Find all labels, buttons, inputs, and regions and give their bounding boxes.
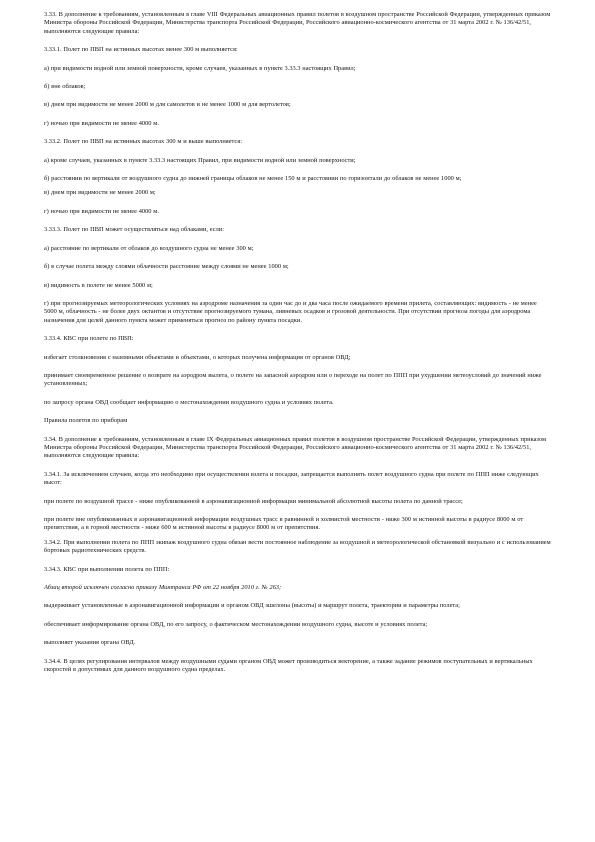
paragraph: а) расстояние по вертикали от облаков до воздушного судна не менее 300 м; [44,244,254,252]
paragraph: г) при прогнозируемых метеорологических условиях на аэродроме назначения за один час до и два часа после ожидаемого времени прилета, составляющих: видимость - не менее 5000 м, облачность - не более двух октантов и отсутствие прогнозируемого тумана, ливневых осадков и грозовой деятельности. При отсутствии прогноза погоды для аэродрома назначения для целей данного пункта может применяться прогноз по району пункта посадки. [44,299,537,324]
paragraph: б) вне облаков; [44,83,86,91]
paragraph: 3.33.4. КВС при полете по ПВП: [44,335,134,343]
paragraph: а) кроме случаев, указанных в пункте 3.33.3 настоящих Правил, при видимости водной или земной поверхности; [44,156,356,164]
paragraph: г) ночью при видимости не менее 4000 м. [44,119,159,127]
paragraph: принимает своевременное решение о возврате на аэродром вылета, о полете на запасной аэродром или о переходе на полет по ППП при ухудшении метеоусловий до значений ниже установленных; [44,371,542,388]
paragraph: в) видимость в полете не менее 5000 м; [44,281,153,289]
paragraph: избегает столкновения с наземными объектами и объектами, о которых получена информация от органов ОВД; [44,353,351,361]
paragraph: 3.33. В дополнение к требованиям, установленным в главе VIII Федеральных авиационных правил полетов в воздушном пространстве Российской Федерации, утвержденных приказом Министра обороны Российской Федерации, Министерства транспорта Российской Федерации, Российского авиационно-космического агентства от 31 марта 2002 г. № 136/42/51, выполняются следующие правила: [44,11,551,35]
paragraph: 3.34. В дополнение к требованиям, установленным в главе IX Федеральных авиационных правил полетов в воздушном пространстве Российской Федерации, утвержденных приказом Министра обороны Российской Федерации, Министерства транспорта Российской Федерации, Российского авиационно-космического агентства от 31 марта 2002 г. № 136/42/51, выполняются следующие правила: [44,435,547,460]
paragraph: Абзац второй исключен согласно приказу Минтранса РФ от 22 ноября 2010 г. № 263; [44,584,282,592]
paragraph: 3.33.2. Полет по ПВП на истинных высотах 300 м и выше выполняется: [44,138,242,146]
paragraph: 3.34.2. При выполнении полета по ППП экипаж воздушного судна обязан вести постоянное наблюдение за воздушной и метеорологической обстановкой визуально и с использованием бортовых радиотехнических средств. [44,538,551,555]
paragraph: б) расстоянии по вертикали от воздушного судна до нижней границы облаков не менее 150 м и расстоянии по горизонтали до облаков не менее 1000 м; [44,175,462,183]
paragraph: выполняет указания органа ОВД. [44,639,136,647]
paragraph: в) днем при видимости не менее 2000 м для самолетов и не менее 1000 м для вертолетов; [44,101,291,109]
paragraph: в) днем при видимости не менее 2000 м; [44,189,156,197]
paragraph: при полете по воздушной трассе - ниже опубликованной в аэронавигационной информации минимальной абсолютной высоты полета по данной трассе; [44,497,463,505]
paragraph: б) в случае полета между слоями облачности расстояние между слоями не менее 1000 м; [44,263,289,271]
document-body [44,11,551,674]
paragraph: по запросу органа ОВД сообщает информацию о местонахождении воздушного судна и условиях полета. [44,398,334,406]
paragraph: обеспечивает информирование органа ОВД, по его запросу, о фактическом местонахождении воздушного судна, высоте и условиях полета; [44,620,428,628]
paragraph: 3.33.3. Полет по ПВП может осуществляться над облаками, если: [44,226,224,234]
paragraph: выдерживает установленные в аэронавигационной информации и органом ОВД эшелоны (высоты) и маршрут полета, траектории и параметры полета; [44,602,460,610]
paragraph: 3.34.3. КВС при выполнении полета по ППП: [44,565,170,573]
paragraph: 3.34.1. За исключением случаев, когда это необходимо при осуществлении взлета и посадки, запрещается выполнять полет воздушного судна при полете по ППП ниже следующих высот: [44,470,539,487]
paragraph: 3.33.1. Полет по ПВП на истинных высотах менее 300 м выполняется: [44,46,238,54]
paragraph: 3.34.4. В целях регулирования интервалов между воздушными судами органом ОВД может производиться векторение, а также задание режимов поступательных и вертикальных скоростей в допустимых для данного воздушного судна пределах. [44,657,533,674]
paragraph: при полете вне опубликованных в аэронавигационной информации воздушных трасс в равнинной и холмистой местности - ниже 300 м истинной высоты в радиусе 8000 м от препятствия, а в горной местности - ниже 600 м истинной высоты в радиусе 8000 м от препятствия. [44,516,524,532]
paragraph: а) при видимости водной или земной поверхности, кроме случаев, указанных в пункте 3.33.3 настоящих Правил; [44,64,356,72]
section-heading: Правила полетов по приборам [44,417,128,425]
paragraph: г) ночью при видимости не менее 4000 м. [44,207,159,215]
